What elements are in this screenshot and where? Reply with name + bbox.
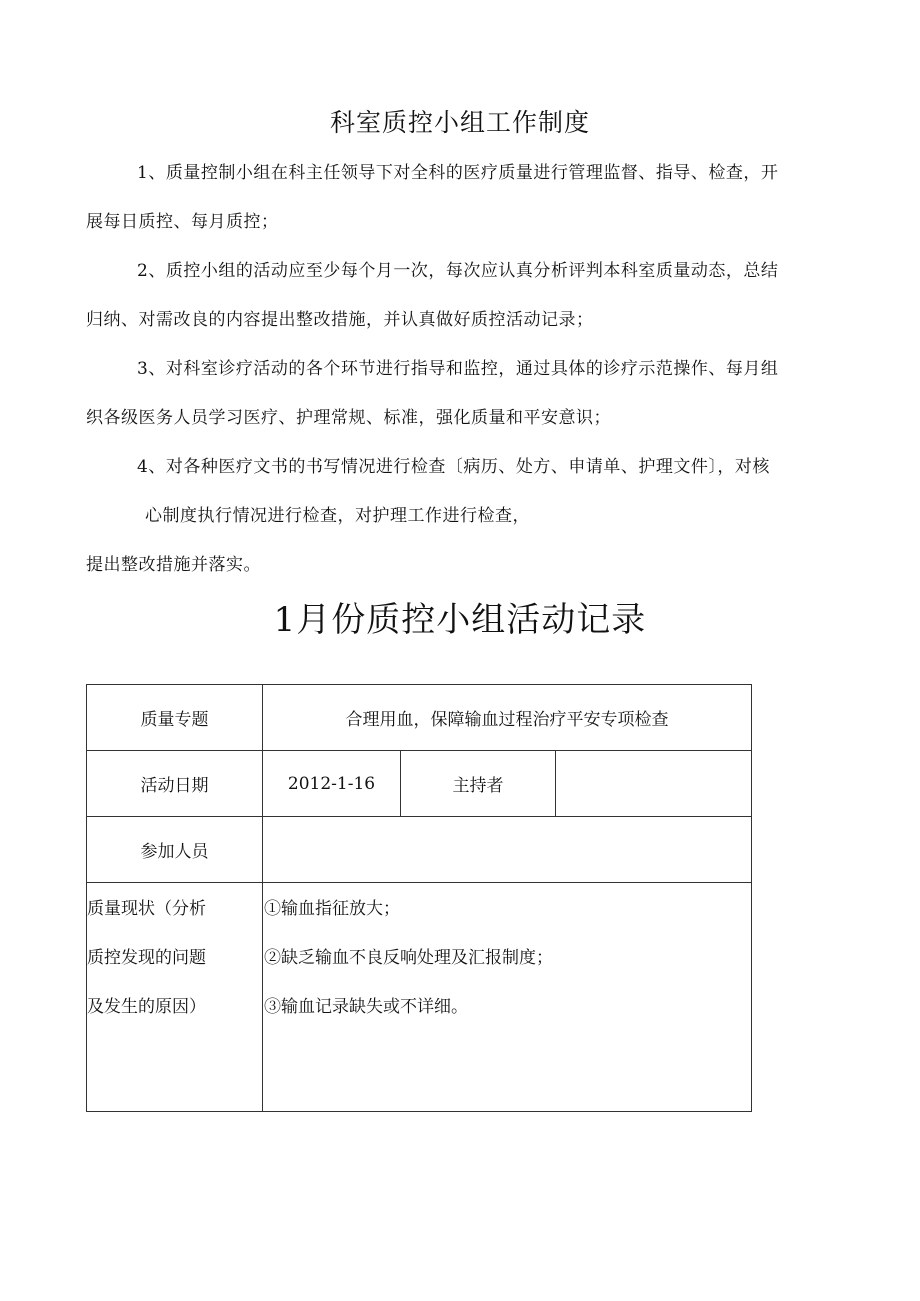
status-item-2: ②缺乏输血不良反响处理及汇报制度；	[264, 948, 553, 968]
table-row-date	[87, 751, 752, 817]
rule-4-line-1: 4、对各种医疗文书的书写情况进行检查〔病历、处方、申请单、护理文件〕，对核	[137, 457, 770, 477]
status-label-cell	[87, 883, 263, 1112]
date-label: 活动日期	[87, 751, 263, 817]
status-label-line-1: 质量现状（分析	[87, 899, 206, 919]
table-row-status	[87, 883, 752, 1112]
table-row-participants	[87, 817, 752, 883]
status-label-line-2: 质控发现的问题	[87, 948, 206, 968]
host-label: 主持者	[401, 751, 556, 817]
rule-1-line-1: 1、质量控制小组在科主任领导下对全科的医疗质量进行管理监督、指导、检查，开	[137, 163, 779, 183]
status-item-1: ①输血指征放大；	[264, 899, 400, 919]
table-row-topic	[87, 685, 752, 751]
topic-label: 质量专题	[87, 685, 263, 751]
topic-value: 合理用血，保障输血过程治疗平安专项检查	[263, 685, 752, 751]
record-title: 1月份质控小组活动记录	[273, 600, 647, 640]
activity-record-table	[86, 684, 752, 1112]
status-item-3: ③输血记录缺失或不详细。	[264, 997, 468, 1017]
participants-label: 参加人员	[87, 817, 263, 883]
host-value	[556, 751, 752, 817]
rule-3-line-2: 织各级医务人员学习医疗、护理常规、标准，强化质量和平安意识；	[86, 408, 611, 428]
rule-2-line-1: 2、质控小组的活动应至少每个月一次，每次应认真分析评判本科室质量动态，总结	[137, 261, 779, 281]
rule-3-line-1: 3、对科室诊疗活动的各个环节进行指导和监控，通过具体的诊疗示范操作、每月组	[137, 359, 779, 379]
rule-4-line-3: 提出整改措施并落实。	[86, 555, 261, 575]
document-title: 科室质控小组工作制度	[329, 108, 590, 137]
participants-value	[263, 817, 752, 883]
date-value: 2012-1-16	[263, 751, 401, 817]
status-content-cell	[263, 883, 752, 1112]
rule-4-line-2: 心制度执行情况进行检查，对护理工作进行检查，	[145, 506, 530, 526]
rule-1-line-2: 展每日质控、每月质控；	[86, 212, 279, 232]
status-label-line-3: 及发生的原因）	[87, 997, 206, 1017]
rule-2-line-2: 归纳、对需改良的内容提出整改措施，并认真做好质控活动记录；	[86, 310, 594, 330]
